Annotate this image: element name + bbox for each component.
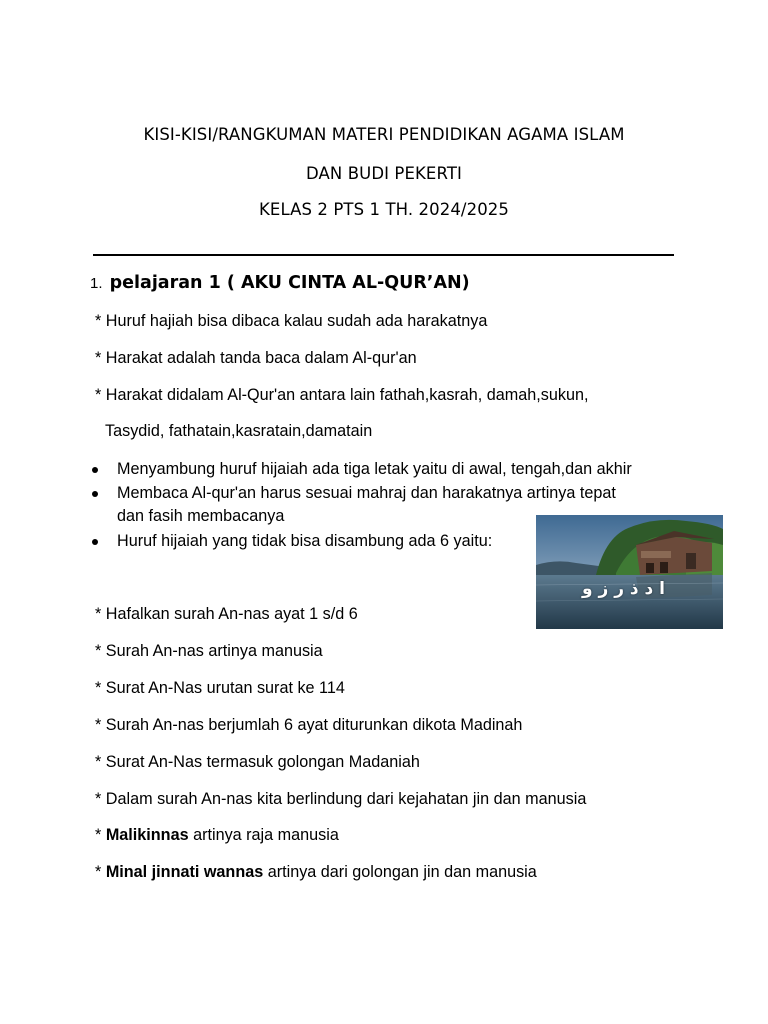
header-divider <box>93 254 674 256</box>
note-line: * Harakat didalam Al-Qur'an antara lain fathah,kasrah, damah,sukun, <box>95 386 589 404</box>
note-line: * Harakat adalah tanda baca dalam Al-qur'an <box>95 349 417 367</box>
bullet-item <box>117 460 632 479</box>
doc-title-line-3: KELAS 2 PTS 1 TH. 2024/2025 <box>259 200 509 219</box>
term-malikinnas: Malikinnas <box>105 826 189 844</box>
bullet-icon <box>92 491 98 497</box>
bullet-item <box>117 484 616 503</box>
note-line-bold-term: * Malikinnas artinya raja manusia <box>95 826 339 844</box>
lake-boathouse-photo <box>536 515 723 629</box>
doc-title-line-1: KISI-KISI/RANGKUMAN MATERI PENDIDIKAN AGAMA ISLAM <box>143 125 625 144</box>
bullet-text: Membaca Al-qur'an harus sesuai mahraj dan harakatnya artinya tepat <box>117 484 616 502</box>
bullet-icon <box>92 467 98 473</box>
hijaiyah-letters: ا د ذ ر ز و <box>582 579 666 599</box>
section-title: pelajaran 1 ( AKU CINTA AL-QUR’AN) <box>109 273 470 293</box>
bullet-continuation: dan fasih membacanya <box>117 507 285 525</box>
note-line: Tasydid, fathatain,kasratain,damatain <box>105 422 373 440</box>
note-line: * Surah An-nas berjumlah 6 ayat diturunkan dikota Madinah <box>95 716 523 734</box>
note-line: * Surat An-Nas urutan surat ke 114 <box>95 679 345 697</box>
photo-illustration <box>536 515 723 629</box>
section-number: 1. <box>90 275 103 292</box>
note-line-bold-term: * Minal jinnati wannas artinya dari golongan jin dan manusia <box>95 863 537 881</box>
bullet-icon <box>92 539 98 545</box>
note-line: * Huruf hajiah bisa dibaca kalau sudah ada harakatnya <box>95 312 488 330</box>
bullet-text: Menyambung huruf hijaiah ada tiga letak yaitu di awal, tengah,dan akhir <box>117 460 632 478</box>
section-heading <box>90 273 470 293</box>
note-line: * Surat An-Nas termasuk golongan Madaniah <box>95 753 420 771</box>
doc-title-line-2: DAN BUDI PEKERTI <box>306 164 462 183</box>
note-line: * Surah An-nas artinya manusia <box>95 642 323 660</box>
bullet-item <box>117 532 492 551</box>
term-minal-jinnati-wannas: Minal jinnati wannas <box>105 863 264 881</box>
bullet-text: Huruf hijaiah yang tidak bisa disambung ada 6 yaitu: <box>117 532 493 550</box>
note-line: * Dalam surah An-nas kita berlindung dari kejahatan jin dan manusia <box>95 790 587 808</box>
note-line: * Hafalkan surah An-nas ayat 1 s/d 6 <box>95 605 358 623</box>
